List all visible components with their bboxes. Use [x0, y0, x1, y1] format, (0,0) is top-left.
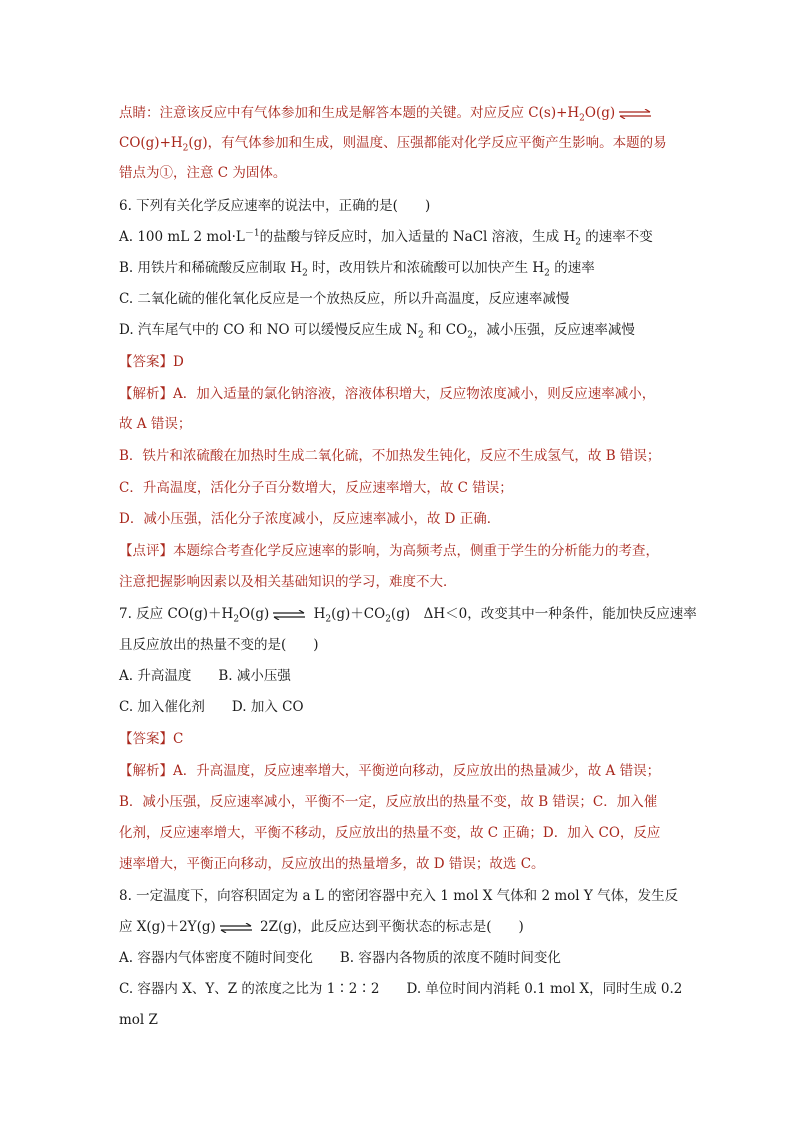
question-8-line-1: 8. 一定温度下，向容积固定为 a L 的密闭容器中充入 1 mol X 气体和 2 mol Y 气体，发生反	[119, 888, 679, 904]
explanation-7-line-2: B．减小压强，反应速率减小，平衡不一定，反应放出的热量不变，故 B 错误；C．加入催	[119, 794, 658, 810]
explanation-6-line-5: D．减小压强，活化分子浓度减小，反应速率减小，故 D 正确．	[119, 511, 501, 527]
question-6-option-d	[119, 320, 635, 340]
explanation-7-line-1: 【解析】A．升高温度，反应速率增大，平衡逆向移动，反应放出的热量减少，故 A 错误；	[119, 763, 661, 779]
answer-7: 【答案】C	[119, 731, 184, 747]
question-6-option-c: C. 二氧化硫的催化氧化反应是一个放热反应，所以升高温度，反应速率减慢	[119, 291, 570, 307]
subscript: 2	[467, 330, 473, 341]
question-8-options-cd: C. 容器内 X、Y、Z 的浓度之比为 1∶2∶2 D. 单位时间内消耗 0.1 mol X，同时生成 0.2	[119, 981, 683, 997]
tip-line-2	[119, 133, 667, 153]
tip-line-3: 错点为①，注意 C 为固体。	[119, 165, 287, 181]
explanation-7-line-3: 化剂，反应速率增大，平衡不移动，反应放出的热量不变，故 C 正确；D．加入 CO，反应	[119, 825, 661, 841]
question-7-line-1	[119, 604, 697, 624]
option-text: D. 汽车尾气中的 CO 和 NO 可以缓慢反应生成 N	[119, 322, 418, 338]
question-text: (g) ΔH＜0，改变其中一种条件，能加快反应速率	[390, 606, 697, 622]
superscript: －1	[244, 228, 260, 239]
question-text: (g)＋CO	[331, 606, 386, 622]
option-text: 的速率不变	[580, 229, 653, 245]
question-8-options-ab: A. 容器内气体密度不随时间变化 B. 容器内各物质的浓度不随时间变化	[119, 950, 561, 966]
question-7-options-cd: C. 加入催化剂 D. 加入 CO	[119, 699, 304, 715]
option-text: B. 用铁片和稀硫酸反应制取 H	[119, 260, 303, 276]
tip-text: 点睛：注意该反应中有气体参加和生成是解答本题的关键。对应反应 C(s)+H	[119, 105, 580, 121]
tip-text: (g)，有气体参加和生成，则温度、压强都能对化学反应平衡产生影响。本题的易	[188, 135, 667, 151]
option-text: A. 100 mL 2 mol·L	[119, 229, 245, 245]
question-text: 应 X(g)＋2Y(g)	[119, 919, 216, 935]
subscript: 2	[302, 268, 308, 279]
answer-6: 【答案】D	[119, 354, 184, 370]
subscript: 2	[544, 268, 550, 279]
explanation-6-line-4: C．升高温度，活化分子百分数增大，反应速率增大，故 C 错误；	[119, 480, 513, 496]
explanation-6-line-3: B．铁片和浓硫酸在加热时生成二氧化硫，不加热发生钝化，反应不生成氢气，故 B 错误；	[119, 448, 661, 464]
equilibrium-arrow-icon	[618, 109, 652, 119]
subscript: 2	[579, 113, 585, 124]
question-7-options-ab: A. 升高温度 B. 减小压强	[119, 668, 291, 684]
subscript: 2	[233, 614, 240, 625]
question-7-line-2: 且反应放出的热量不变的是( )	[119, 637, 319, 653]
subscript: 2	[182, 143, 189, 154]
explanation-6-line-1: 【解析】A．加入适量的氯化钠溶液，溶液体积增大，反应物浓度减小，则反应速率减小，	[119, 386, 656, 402]
question-8-line-2	[119, 917, 524, 937]
option-text: ，减小压强，反应速率减慢	[472, 322, 635, 338]
review-6-line-2: 注意把握影响因素以及相关基础知识的学习，难度不大．	[119, 574, 457, 590]
option-text: 的盐酸与锌反应时，加入适量的 NaCl 溶液，生成 H	[259, 229, 576, 245]
question-6-option-a	[119, 227, 653, 247]
equilibrium-arrow-icon	[219, 923, 253, 933]
question-text: O(g)	[239, 606, 270, 622]
option-text: 时，改用铁片和浓硫酸可以加快产生 H	[307, 260, 545, 276]
question-6-option-b	[119, 258, 595, 278]
explanation-6-line-2: 故 A 错误；	[119, 416, 192, 432]
subscript: 2	[325, 614, 332, 625]
review-6-line-1: 【点评】本题综合考查化学反应速率的影响，为高频考点，侧重于学生的分析能力的考查，	[119, 543, 659, 559]
subscript: 2	[385, 614, 391, 625]
equilibrium-arrow-icon	[272, 610, 306, 620]
tip-line-1	[119, 103, 655, 123]
option-text: 和 CO	[423, 322, 468, 338]
subscript: 2	[417, 330, 424, 341]
question-6: 6. 下列有关化学反应速率的说法中，正确的是( )	[119, 198, 431, 214]
tip-text: CO(g)+H	[119, 135, 183, 151]
question-8-options-cd-cont: mol Z	[119, 1012, 158, 1028]
tip-text: O(g)	[584, 105, 616, 121]
question-text: 7. 反应 CO(g)＋H	[119, 606, 234, 622]
question-text: 2Z(g)，此反应达到平衡状态的标志是( )	[255, 919, 524, 935]
subscript: 2	[575, 237, 581, 248]
option-text: 的速率	[549, 260, 595, 276]
explanation-7-line-4: 速率增大，平衡正向移动，反应放出的热量增多，故 D 错误；故选 C。	[119, 856, 545, 872]
question-text: H	[309, 606, 326, 622]
